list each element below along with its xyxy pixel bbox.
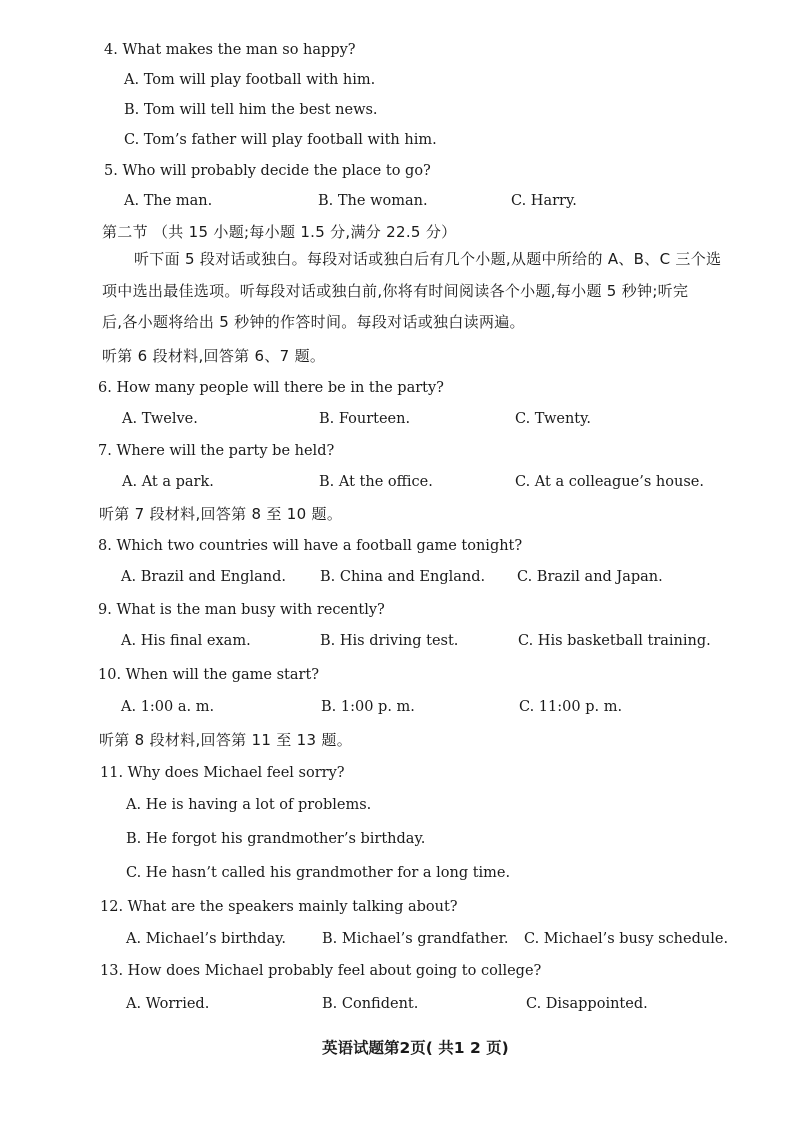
- question-11-option-a: A. He is having a lot of problems.: [126, 797, 372, 813]
- question-12-option-c: C. Michael’s busy schedule.: [524, 931, 729, 947]
- question-9-option-b: B. His driving test.: [320, 633, 459, 649]
- question-8-option-a: A. Brazil and England.: [121, 569, 287, 585]
- question-12-option-a: A. Michael’s birthday.: [126, 931, 286, 947]
- question-5-option-a: A. The man.: [124, 193, 213, 209]
- question-13-option-b: B. Confident.: [322, 996, 419, 1012]
- question-10-option-b: B. 1:00 p. m.: [321, 699, 415, 715]
- question-4-option-a: A. Tom will play football with him.: [124, 72, 376, 88]
- question-12-stem: 12. What are the speakers mainly talking about?: [100, 899, 458, 915]
- material-8-label: 听第 8 段材料,回答第 11 至 13 题。: [99, 731, 352, 749]
- question-10-option-c: C. 11:00 p. m.: [519, 699, 623, 715]
- question-11-option-c: C. He hasn’t called his grandmother for a long time.: [126, 865, 511, 881]
- question-5-stem: 5. Who will probably decide the place to go?: [104, 163, 431, 179]
- question-6-stem: 6. How many people will there be in the party?: [98, 380, 444, 396]
- question-11-stem: 11. Why does Michael feel sorry?: [100, 765, 345, 781]
- question-13-stem: 13. How does Michael probably feel about going to college?: [100, 963, 542, 979]
- question-6-option-c: C. Twenty.: [515, 411, 591, 427]
- question-10-stem: 10. When will the game start?: [98, 667, 320, 683]
- question-4-stem: 4. What makes the man so happy?: [104, 42, 356, 58]
- question-4-option-b: B. Tom will tell him the best news.: [124, 102, 378, 118]
- question-7-option-c: C. At a colleague’s house.: [515, 474, 704, 490]
- question-11-option-b: B. He forgot his grandmother’s birthday.: [126, 831, 426, 847]
- question-10-option-a: A. 1:00 a. m.: [121, 699, 215, 715]
- question-7-option-a: A. At a park.: [122, 474, 214, 490]
- question-4-option-c: C. Tom’s father will play football with him.: [124, 132, 437, 148]
- material-6-label: 听第 6 段材料,回答第 6、7 题。: [102, 347, 326, 365]
- question-7-option-b: B. At the office.: [319, 474, 433, 490]
- question-6-option-a: A. Twelve.: [122, 411, 198, 427]
- material-7-label: 听第 7 段材料,回答第 8 至 10 题。: [99, 505, 343, 523]
- question-5-option-c: C. Harry.: [511, 193, 577, 209]
- question-9-option-a: A. His final exam.: [121, 633, 251, 649]
- question-6-option-b: B. Fourteen.: [319, 411, 411, 427]
- question-8-option-c: C. Brazil and Japan.: [517, 569, 663, 585]
- question-8-option-b: B. China and England.: [320, 569, 486, 585]
- question-7-stem: 7. Where will the party be held?: [98, 443, 335, 459]
- question-13-option-a: A. Worried.: [126, 996, 210, 1012]
- question-13-option-c: C. Disappointed.: [526, 996, 648, 1012]
- section-2-instruction-line-2: 项中选出最佳选项。听每段对话或独白前,你将有时间阅读各个小题,每小题 5 秒钟;听完: [102, 282, 689, 300]
- question-9-stem: 9. What is the man busy with recently?: [98, 602, 385, 618]
- question-5-option-b: B. The woman.: [318, 193, 428, 209]
- section-2-title: 第二节 （共 15 小题;每小题 1.5 分,满分 22.5 分）: [102, 223, 457, 241]
- section-2-instruction-line-1: 听下面 5 段对话或独白。每段对话或独白后有几个小题,从题中所给的 A、B、C 三个选: [134, 250, 722, 268]
- question-12-option-b: B. Michael’s grandfather.: [322, 931, 509, 947]
- page-footer: 英语试题第2页( 共1 2 页): [322, 1039, 509, 1057]
- question-9-option-c: C. His basketball training.: [518, 633, 711, 649]
- section-2-instruction-line-3: 后,各小题将给出 5 秒钟的作答时间。每段对话或独白读两遍。: [102, 313, 525, 331]
- question-8-stem: 8. Which two countries will have a football game tonight?: [98, 538, 523, 554]
